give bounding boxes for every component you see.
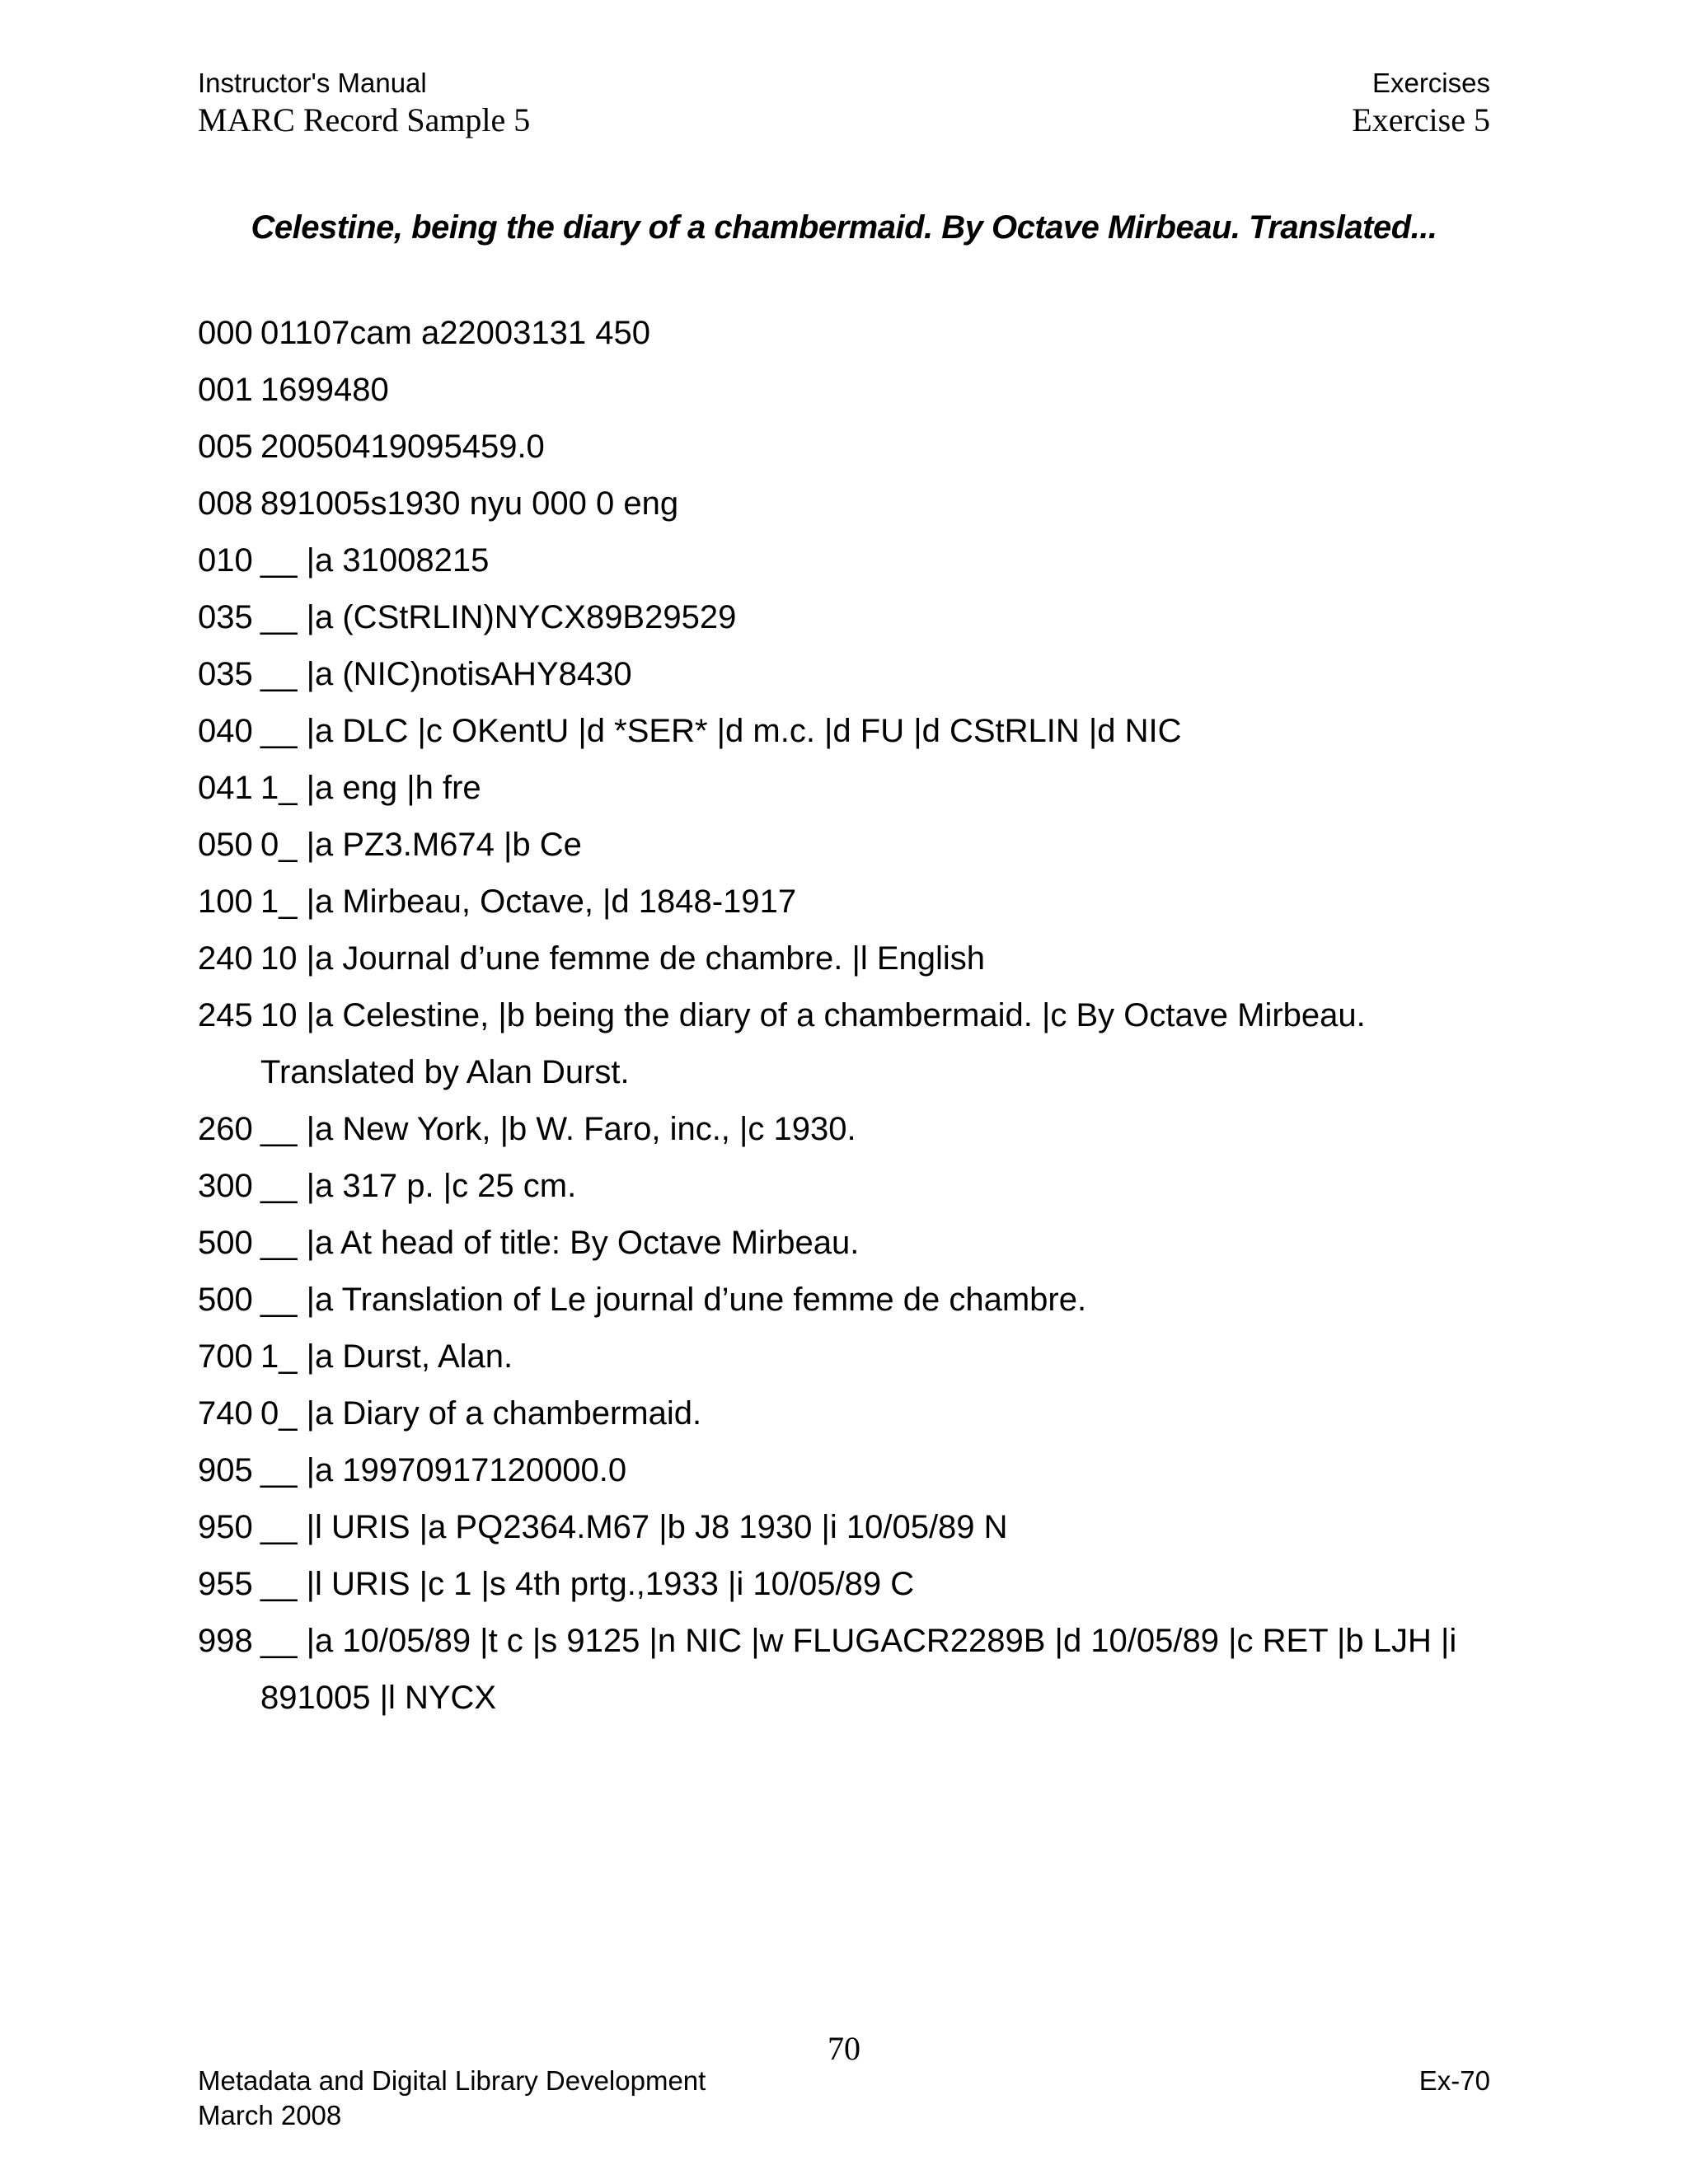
field-tag: 041 [198, 770, 253, 806]
field-line: 1_ |a eng |h fre [260, 770, 481, 806]
marc-field-035 [198, 589, 1517, 646]
footer-course-title: Metadata and Digital Library Development [198, 2065, 706, 2096]
field-tag: 955 [198, 1566, 253, 1602]
field-line: 10 |a Journal d’une femme de chambre. |l English [260, 940, 986, 977]
marc-field-100 [198, 874, 1517, 930]
page-number: 70 [828, 2030, 860, 2067]
field-content [260, 760, 1517, 817]
field-content [260, 874, 1517, 930]
field-tag: 950 [198, 1509, 253, 1545]
field-content [260, 1385, 1517, 1442]
field-line: __ |a Translation of Le journal d’une femme de chambre. [260, 1282, 1087, 1318]
marc-field-001 [198, 362, 1517, 419]
header-row-top [198, 66, 1490, 101]
marc-field-000 [198, 305, 1517, 362]
marc-field-050 [198, 817, 1517, 874]
header-exercise-label: Exercise 5 [1352, 101, 1490, 138]
field-line: __ |a 19970917120000.0 [260, 1452, 627, 1488]
field-line: __ |a DLC |c OKentU |d *SER* |d m.c. |d FU |d CStRLIN |d NIC [260, 713, 1182, 749]
field-tag: 050 [198, 827, 253, 863]
page-footer [198, 2064, 1490, 2133]
marc-field-041 [198, 760, 1517, 817]
field-tag: 500 [198, 1225, 253, 1261]
marc-field-300 [198, 1158, 1517, 1215]
field-line: 10 |a Celestine, |b being the diary of a chambermaid. |c By Octave Mirbeau. [260, 997, 1366, 1033]
footer-page-code: Ex-70 [1418, 2065, 1490, 2096]
field-content [260, 987, 1517, 1101]
field-line: 1699480 [260, 372, 389, 408]
field-line: 0_ |a Diary of a chambermaid. [260, 1395, 702, 1432]
marc-field-040 [198, 703, 1517, 760]
marc-field-008 [198, 476, 1517, 532]
field-content [260, 703, 1517, 760]
document-title: Celestine, being the diary of a chambermaid. By Octave Mirbeau. Translated... [251, 209, 1437, 246]
field-tag: 000 [198, 315, 253, 351]
field-line: 891005 |l NYCX [260, 1680, 497, 1716]
header-manual-label: Instructor's Manual [198, 68, 427, 98]
field-line: 1_ |a Mirbeau, Octave, |d 1848-1917 [260, 883, 797, 920]
marc-record [198, 305, 1517, 1727]
marc-field-245 [198, 987, 1517, 1101]
marc-field-905 [198, 1442, 1517, 1499]
field-tag: 001 [198, 372, 253, 408]
field-content [260, 1329, 1517, 1385]
field-tag: 245 [198, 997, 253, 1033]
marc-field-950 [198, 1499, 1517, 1556]
field-line: __ |a (CStRLIN)NYCX89B29529 [260, 599, 737, 635]
field-content [260, 1442, 1517, 1499]
field-content [260, 646, 1517, 703]
field-line: 0_ |a PZ3.M674 |b Ce [260, 827, 582, 863]
field-line: __ |a At head of title: By Octave Mirbeau. [260, 1225, 860, 1261]
field-line: __ |l URIS |c 1 |s 4th prtg.,1933 |i 10/05/89 C [260, 1566, 915, 1602]
footer-date: March 2008 [198, 2100, 342, 2130]
field-tag: 100 [198, 883, 253, 920]
header-section-label: Exercises [1372, 68, 1490, 98]
field-line: 01107cam a22003131 450 [260, 315, 651, 351]
field-content [260, 589, 1517, 646]
field-line: __ |l URIS |a PQ2364.M67 |b J8 1930 |i 10/05/89 N [260, 1509, 1008, 1545]
field-line: 891005s1930 nyu 000 0 eng [260, 485, 679, 522]
field-tag: 010 [198, 542, 253, 579]
field-content [260, 1499, 1517, 1556]
marc-field-700 [198, 1329, 1517, 1385]
field-content [260, 305, 1517, 362]
marc-field-240 [198, 930, 1517, 987]
field-content [260, 1101, 1517, 1158]
field-content [260, 532, 1517, 589]
marc-field-500 [198, 1272, 1517, 1329]
marc-field-955 [198, 1556, 1517, 1613]
field-content [260, 1272, 1517, 1329]
field-tag: 998 [198, 1623, 253, 1659]
field-tag: 008 [198, 485, 253, 522]
field-tag: 040 [198, 713, 253, 749]
field-tag: 300 [198, 1168, 253, 1204]
field-content [260, 1215, 1517, 1272]
marc-field-998 [198, 1613, 1517, 1727]
field-line: __ |a New York, |b W. Faro, inc., |c 1930. [260, 1111, 856, 1147]
marc-field-260 [198, 1101, 1517, 1158]
footer-row-top [198, 2064, 1490, 2098]
marc-field-005 [198, 419, 1517, 476]
field-tag: 740 [198, 1395, 253, 1432]
marc-field-740 [198, 1385, 1517, 1442]
field-tag: 035 [198, 656, 253, 692]
marc-field-010 [198, 532, 1517, 589]
field-line: 20050419095459.0 [260, 429, 545, 465]
field-content [260, 476, 1517, 532]
field-tag: 260 [198, 1111, 253, 1147]
field-tag: 905 [198, 1452, 253, 1488]
header-row-bottom [198, 101, 1490, 140]
field-content [260, 930, 1517, 987]
field-line: __ |a (NIC)notisAHY8430 [260, 656, 632, 692]
field-content [260, 362, 1517, 419]
field-line: __ |a 10/05/89 |t c |s 9125 |n NIC |w FLUGACR2289B |d 10/05/89 |c RET |b LJH |i [260, 1623, 1457, 1659]
marc-field-035 [198, 646, 1517, 703]
page-header [198, 66, 1490, 140]
field-tag: 240 [198, 940, 253, 977]
field-line: 1_ |a Durst, Alan. [260, 1338, 513, 1375]
field-tag: 035 [198, 599, 253, 635]
field-line: Translated by Alan Durst. [260, 1054, 630, 1090]
footer-row-bottom [198, 2098, 1490, 2133]
field-line: __ |a 31008215 [260, 542, 490, 579]
field-content [260, 1556, 1517, 1613]
field-content [260, 817, 1517, 874]
field-tag: 500 [198, 1282, 253, 1318]
field-tag: 700 [198, 1338, 253, 1375]
marc-field-500 [198, 1215, 1517, 1272]
field-content [260, 1613, 1517, 1727]
field-content [260, 419, 1517, 476]
field-line: __ |a 317 p. |c 25 cm. [260, 1168, 577, 1204]
field-tag: 005 [198, 429, 253, 465]
field-content [260, 1158, 1517, 1215]
header-sample-label: MARC Record Sample 5 [198, 101, 531, 138]
